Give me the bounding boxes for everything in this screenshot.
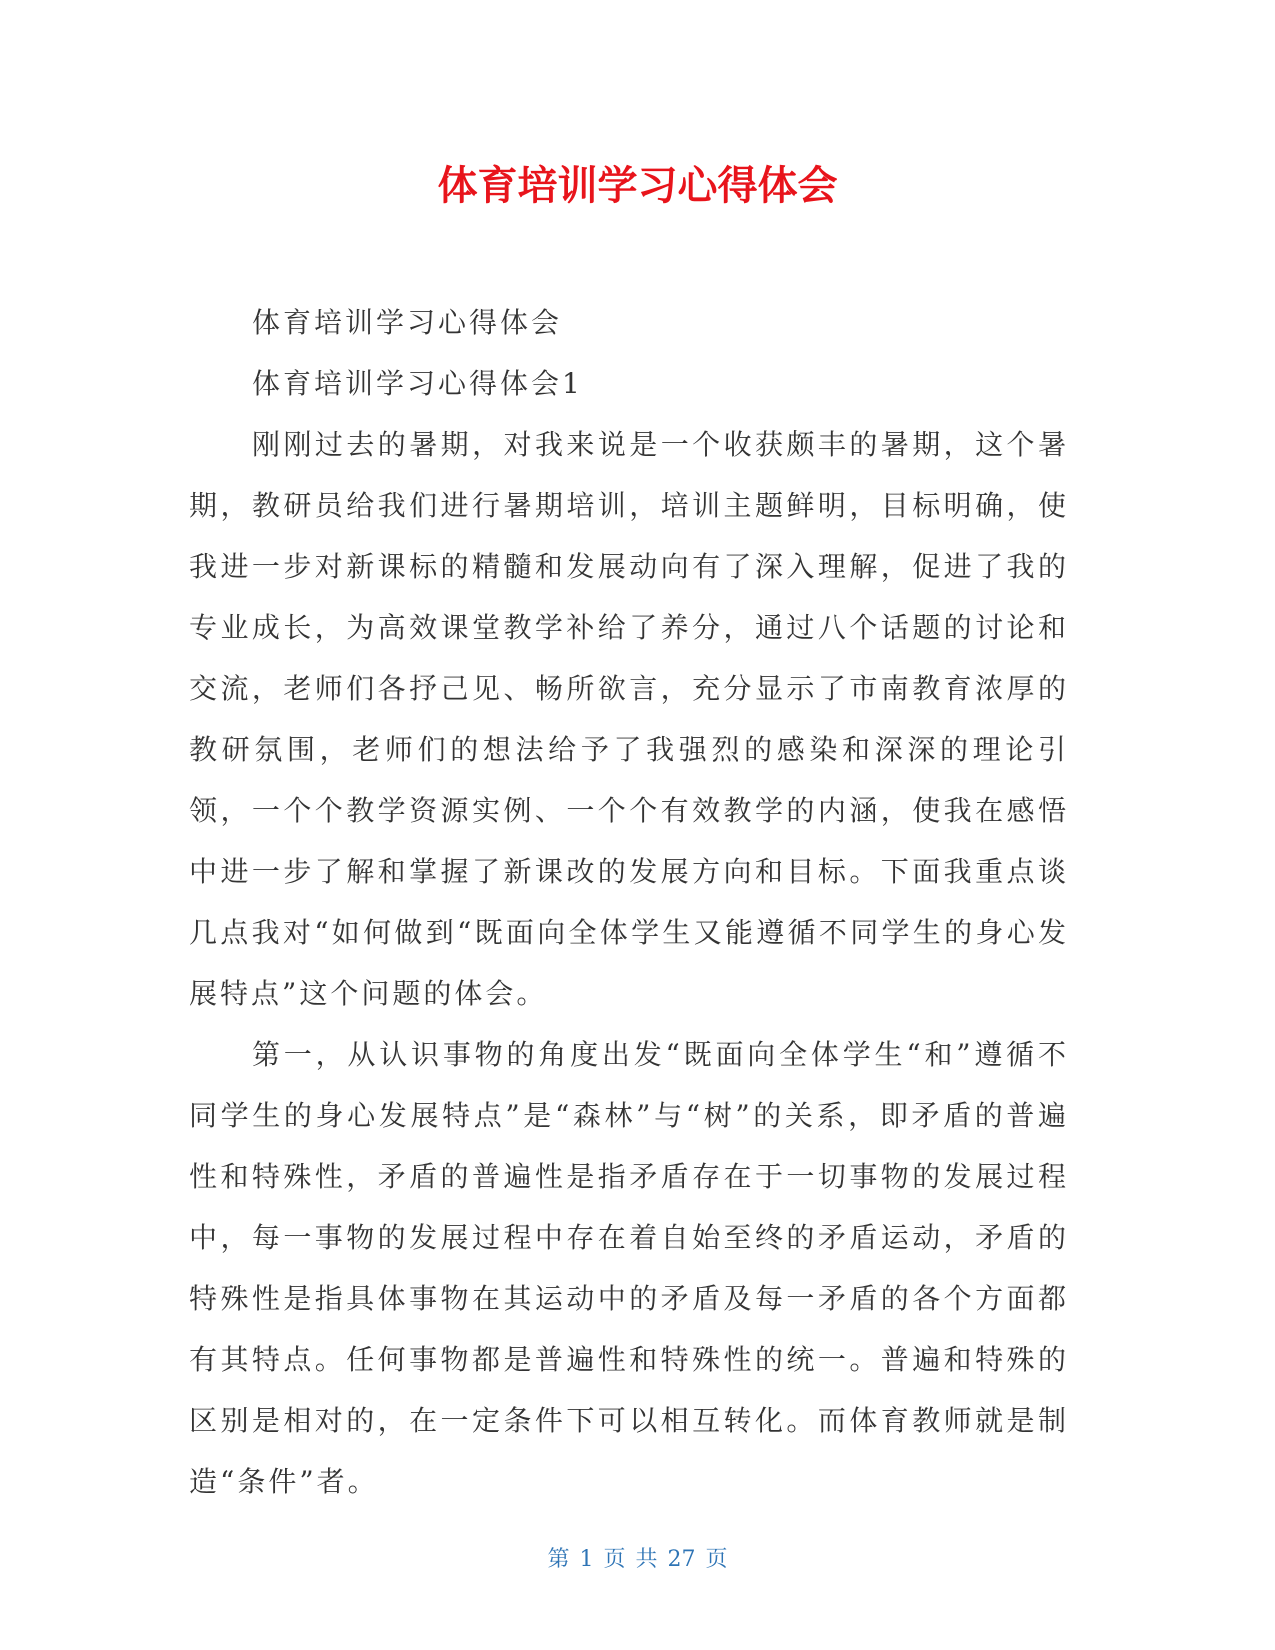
paragraph-intro: 刚刚过去的暑期，对我来说是一个收获颇丰的暑期，这个暑期，教研员给我们进行暑期培训，培训主题鲜明，目标明确，使我进一步对新课标的精髓和发展动向有了深入理解，促进了我的专业成长，为高效课堂教学补给了养分，通过八个话题的讨论和交流，老师们各抒己见、畅所欲言，充分显示了市南教育浓厚的教研氛围，老师们的想法给予了我强烈的感染和深深的理论引领，一个个教学资源实例、一个个有效教学的内涵，使我在感悟中进一步了解和掌握了新课改的发展方向和目标。下面我重点谈几点我对“如何做到“既面向全体学生又能遵循不同学生的身心发展特点”这个问题的体会。 xyxy=(189,428,1069,1010)
footer-page-word: 页 xyxy=(603,1547,626,1572)
document-title: 体育培训学习心得体会 xyxy=(437,163,838,209)
footer-prefix: 第 xyxy=(547,1547,570,1572)
footer-total-pages: 27 xyxy=(667,1547,696,1572)
footer-suffix: 页 xyxy=(705,1547,728,1572)
paragraph-first-point: 第一，从认识事物的角度出发“既面向全体学生“和”遵循不同学生的身心发展特点”是“森林”与“树”的关系，即矛盾的普遍性和特殊性，矛盾的普遍性是指矛盾存在于一切事物的发展过程中，每一事物的发展过程中存在着自始至终的矛盾运动，矛盾的特殊性是指具体事物在其运动中的矛盾及每一矛盾的各个方面都有其特点。任何事物都是普遍性和特殊性的统一。普遍和特殊的区别是相对的，在一定条件下可以相互转化。而体育教师就是制造“条件”者。 xyxy=(189,1038,1069,1498)
paragraph-subheading: 体育培训学习心得体会1 xyxy=(252,367,583,400)
footer-total-word: 共 xyxy=(635,1547,658,1572)
paragraph-heading: 体育培训学习心得体会 xyxy=(252,306,563,339)
document-body xyxy=(189,292,1069,1512)
page-footer xyxy=(0,1545,1275,1575)
footer-current-page: 1 xyxy=(579,1547,594,1572)
